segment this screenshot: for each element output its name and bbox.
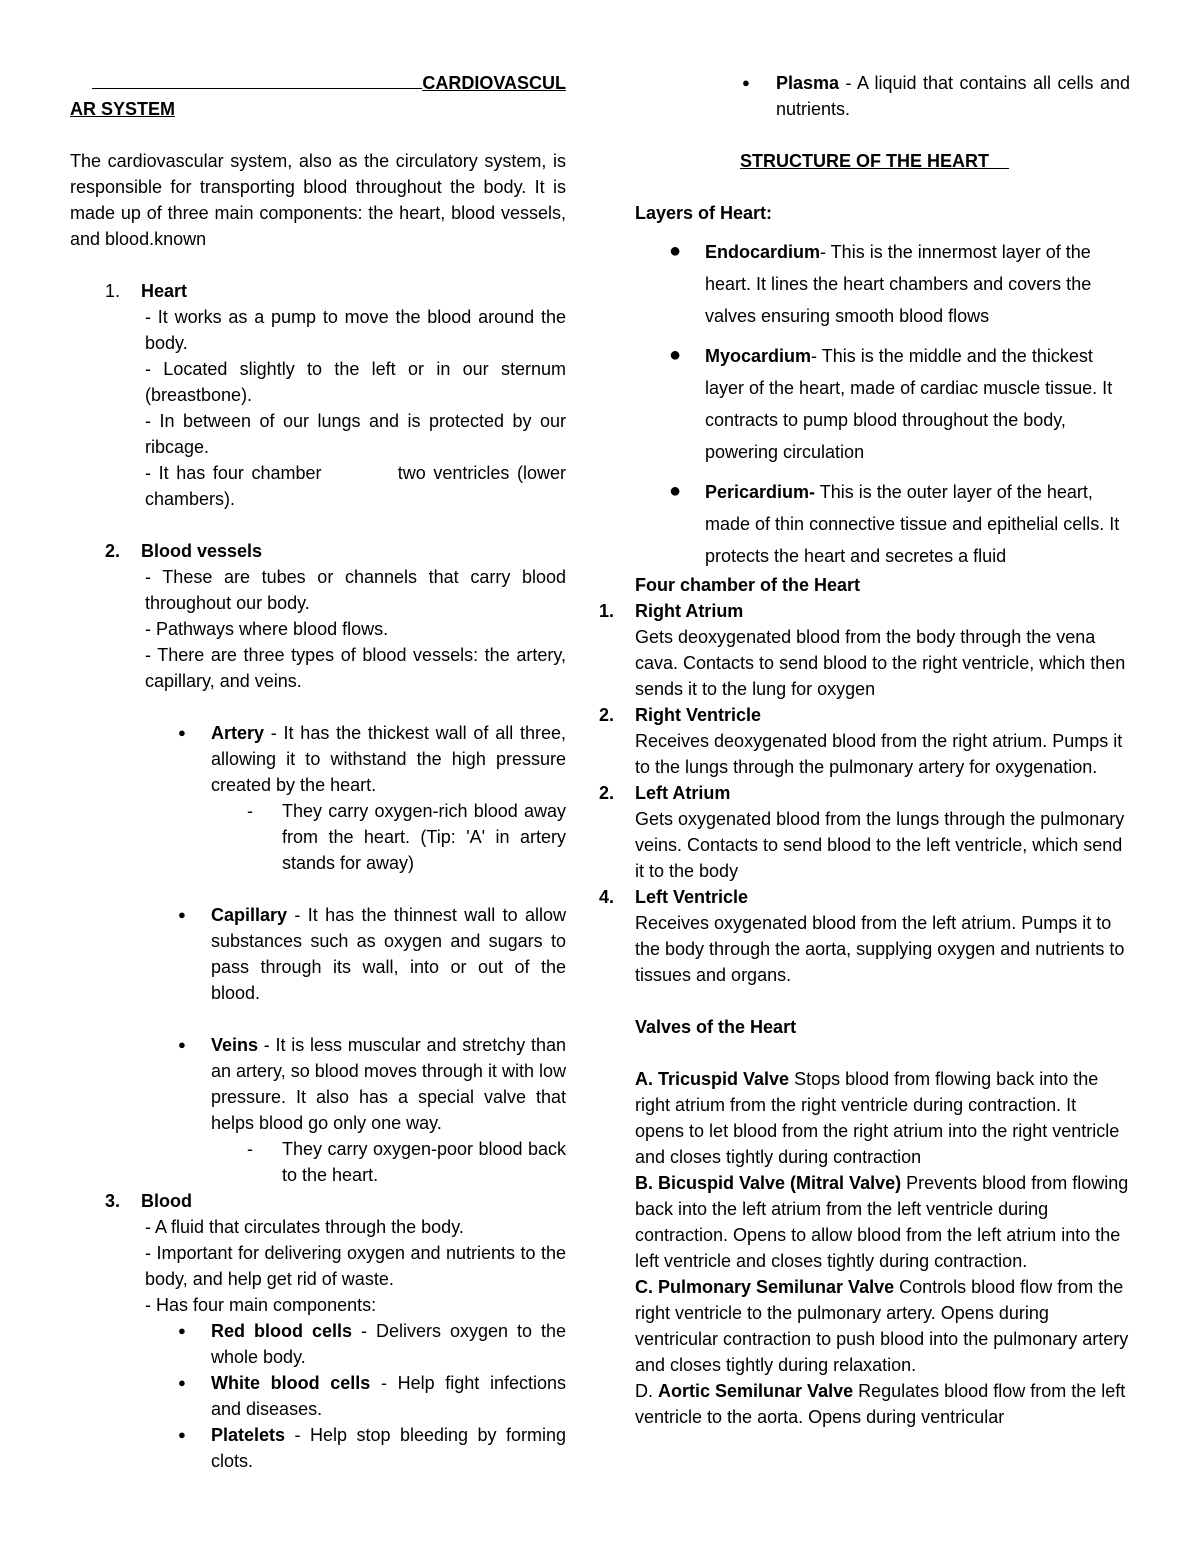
right-column (599, 70, 1130, 1430)
valve-prefix: D. (635, 1381, 659, 1401)
valve-text: Controls blood flow from the right ventricle to the pulmonary artery. Opens during ventricular contraction to push blood into the pulmonary artery and closes tightly during relaxation. (635, 1277, 1129, 1375)
veins-term: Veins (211, 1035, 259, 1055)
artery-dash-item (70, 798, 566, 876)
rbc-text: - Delivers oxygen to the whole body. (211, 1321, 566, 1367)
chamber-text: Gets oxygenated blood from the lungs through the pulmonary veins. Contacts to send blood to the left ventricle, which send it to the body (635, 809, 1125, 881)
chamber-text: Receives deoxygenated blood from the right atrium. Pumps it to the lungs through the pulmonary artery for oxygenation. (635, 731, 1123, 777)
vessels-line: - These are tubes or channels that carry blood throughout our body. (145, 567, 566, 613)
chamber-title: Right Atrium (635, 601, 744, 621)
heart-number: 1. (105, 281, 121, 301)
chambers-title: Four chamber of the Heart (635, 575, 861, 595)
valve-item (635, 1274, 1130, 1378)
myocardium-text: - This is the middle and the thickest layer of the heart, made of cardiac muscle tissue. It contracts to pump blood throughout the body, powering circulation (705, 346, 1113, 462)
plasma-text: - A liquid that contains all cells and nutrients. (776, 73, 1130, 119)
valve-text: Stops blood from flowing back into the right atrium from the right ventricle during contraction. It opens to let blood from the right atrium into the right ventricle and closes tightly during contraction (635, 1069, 1120, 1167)
blood-title: Blood (141, 1191, 192, 1211)
heart-line: - It has four chamber two ventricles (lower chambers). (145, 463, 572, 509)
valve-term: C. Pulmonary Semilunar Valve (635, 1277, 895, 1297)
valve-text: Prevents blood from flowing back into the left atrium from the left ventricle during contraction. Opens to allow blood from the left atrium into the left ventricle and closes tightly during contraction. (635, 1173, 1129, 1271)
vessels-title: Blood vessels (141, 541, 263, 561)
pericardium-item (635, 476, 1130, 572)
chamber-number: 1. (599, 601, 615, 621)
endocardium-item (635, 236, 1130, 332)
chamber-number: 4. (599, 887, 615, 907)
artery-text: - It has the thickest wall of all three, allowing it to withstand the high pressure created by the heart. (211, 723, 566, 795)
myocardium-term: Myocardium (705, 346, 812, 366)
valve-item (635, 1170, 1130, 1274)
endocardium-text: - This is the innermost layer of the heart. It lines the heart chambers and covers the valves ensuring smooth blood flows (705, 242, 1092, 326)
structure-title: STRUCTURE OF THE HEART (740, 151, 1009, 171)
chamber-item (599, 884, 1130, 988)
endocardium-term: Endocardium (705, 242, 821, 262)
artery-term: Artery (211, 723, 265, 743)
title-part-1: CARDIOVASCUL (422, 73, 566, 93)
blood-section (70, 1188, 566, 1318)
bullet-icon: ● (178, 1037, 186, 1052)
left-column (70, 70, 572, 1474)
platelets-item (70, 1422, 566, 1474)
vessels-section (70, 538, 566, 694)
veins-item (70, 1032, 566, 1136)
vessels-line: - There are three types of blood vessels: the artery, capillary, and veins. (145, 645, 566, 691)
valve-item (635, 1378, 1130, 1430)
vessels-number: 2. (105, 541, 121, 561)
blood-number: 3. (105, 1191, 121, 1211)
vessels-line: - Pathways where blood flows. (145, 619, 389, 639)
valve-term: Aortic Semilunar Valve (658, 1381, 854, 1401)
intro-paragraph: The cardiovascular system, also as the circulatory system, is responsible for transporting blood throughout the body. It is made up of three main components: the heart, blood vessels, and blood.known (70, 151, 566, 249)
capillary-text: - It has the thinnest wall to allow substances such as oxygen and sugars to pass through its wall, into or out of the blood. (211, 905, 566, 1003)
chamber-number: 2. (599, 783, 615, 803)
rbc-item (70, 1318, 566, 1370)
plasma-item (635, 70, 1130, 122)
blood-line: - Important for delivering oxygen and nutrients to the body, and help get rid of waste. (145, 1243, 566, 1289)
platelets-text: - Help stop bleeding by forming clots. (211, 1425, 566, 1471)
valves-title: Valves of the Heart (635, 1017, 797, 1037)
bullet-icon: ● (178, 1427, 186, 1442)
artery-item (70, 720, 566, 798)
capillary-item (70, 902, 566, 1006)
bullet-icon: ● (178, 1375, 186, 1390)
veins-dash-text: They carry oxygen-poor blood back to the heart. (282, 1139, 566, 1185)
heart-section (70, 278, 572, 512)
valve-item (635, 1066, 1130, 1170)
layers-title: Layers of Heart: (635, 203, 773, 223)
wbc-item (70, 1370, 566, 1422)
bullet-icon: ● (178, 725, 186, 740)
valve-term: B. Bicuspid Valve (Mitral Valve) (635, 1173, 902, 1193)
title-underline-blank (92, 74, 422, 89)
heart-line: - It works as a pump to move the blood around the body. (145, 307, 566, 353)
bullet-icon: ● (742, 75, 750, 90)
rbc-term: Red blood cells (211, 1321, 352, 1341)
dash-marker: - (247, 801, 253, 821)
heart-line: - Located slightly to the left or in our sternum (breastbone). (145, 359, 566, 405)
veins-text: - It is less muscular and stretchy than an artery, so blood moves through it with low pressure. It also has a special valve that helps blood go only one way. (211, 1035, 566, 1133)
valve-term: A. Tricuspid Valve (635, 1069, 790, 1089)
chamber-number: 2. (599, 705, 615, 725)
bullet-icon: ● (669, 240, 682, 262)
chamber-item (599, 780, 1130, 884)
bullet-icon: ● (178, 907, 186, 922)
chamber-title: Left Ventricle (635, 887, 749, 907)
chamber-item (599, 598, 1130, 702)
veins-dash-item (70, 1136, 566, 1188)
platelets-term: Platelets (211, 1425, 286, 1445)
chamber-title: Left Atrium (635, 783, 731, 803)
chamber-title: Right Ventricle (635, 705, 762, 725)
wbc-text: - Help fight infections and diseases. (211, 1373, 566, 1419)
valve-text: Regulates blood flow from the left ventricle to the aorta. Opens during ventricular (635, 1381, 1126, 1427)
chamber-text: Gets deoxygenated blood from the body through the vena cava. Contacts to send blood to the right ventricle, which then sends it to the lung for oxygen (635, 627, 1126, 699)
artery-dash-text: They carry oxygen-rich blood away from the heart. (Tip: 'A' in artery stands for away) (282, 801, 566, 873)
capillary-term: Capillary (211, 905, 288, 925)
myocardium-item (635, 340, 1130, 468)
bullet-icon: ● (669, 480, 682, 502)
heart-line: - In between of our lungs and is protected by our ribcage. (145, 411, 566, 457)
pericardium-term: Pericardium- (705, 482, 816, 502)
pericardium-text: This is the outer layer of the heart, made of thin connective tissue and epithelial cells. It protects the heart and secretes a fluid (705, 482, 1120, 566)
blood-line: - A fluid that circulates through the body. (145, 1217, 464, 1237)
chamber-item (599, 702, 1130, 780)
dash-marker: - (247, 1139, 253, 1159)
wbc-term: White blood cells (211, 1373, 371, 1393)
heart-title: Heart (141, 281, 188, 301)
title-part-2: AR SYSTEM (70, 99, 176, 119)
bullet-icon: ● (178, 1323, 186, 1338)
blood-line: - Has four main components: (145, 1295, 377, 1315)
bullet-icon: ● (669, 344, 682, 366)
chamber-text: Receives oxygenated blood from the left atrium. Pumps it to the body through the aorta, supplying oxygen and nutrients to tissues and organs. (635, 913, 1125, 985)
plasma-term: Plasma (776, 73, 840, 93)
document-title (70, 70, 566, 96)
